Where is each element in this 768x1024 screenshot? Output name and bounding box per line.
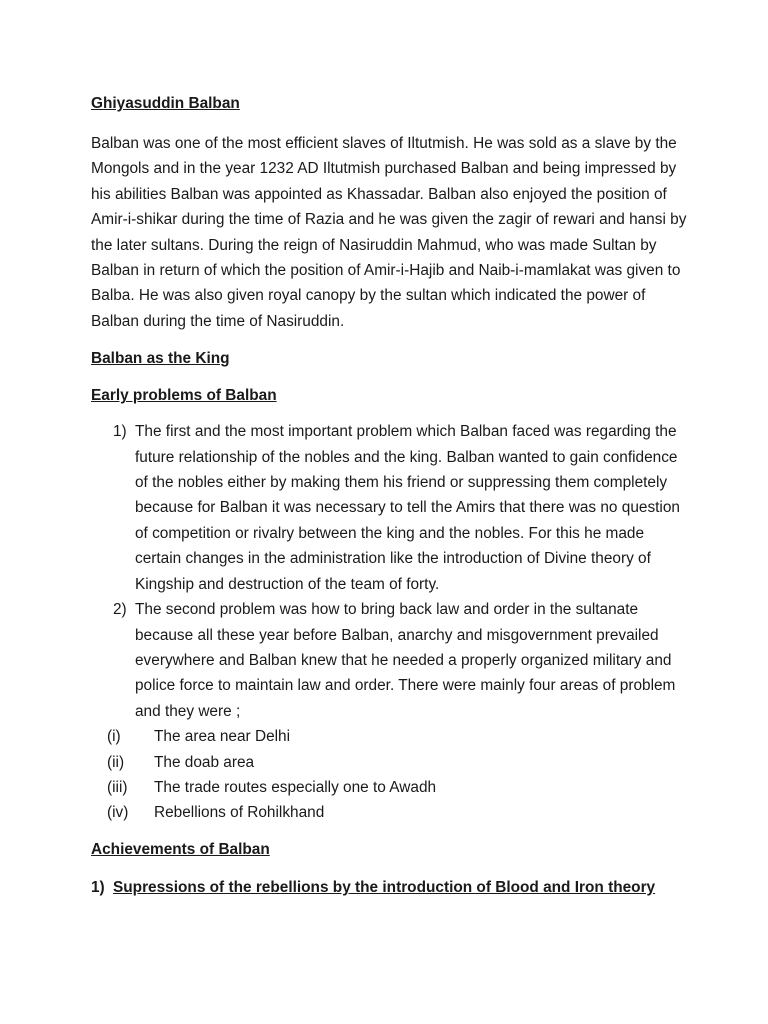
- problem-number: 2): [113, 601, 127, 619]
- achievement-number: 1): [91, 878, 105, 896]
- area-number: (iii): [107, 778, 128, 796]
- document-title: Ghiyasuddin Balban: [91, 95, 240, 112]
- intro-paragraph: Balban was one of the most efficient slaves of Iltutmish. He was sold as a slave by the Mongols and in the year 1232 AD Iltutmish purchased Balban and being impressed by his abilities Balban was appointed as Khassadar. Balban also enjoyed the position of Amir-i-shikar during the time of Razia and he was given the zagir of rewari and hansi by the later sultans. During the reign of Nasiruddin Mahmud, who was made Sultan by Balban in return of which the position of Amir-i-Hajib and Naib-i-mamlakat was given to Balba. He was also given royal canopy by the sultan which indicated the power of Balban during the time of Nasiruddin.: [91, 135, 687, 330]
- section-heading-achievements: Achievements of Balban: [91, 840, 270, 858]
- area-number: (i): [107, 728, 121, 746]
- area-text: The doab area: [154, 753, 255, 771]
- area-item: [91, 724, 691, 749]
- area-item: [91, 775, 691, 800]
- area-text: The trade routes especially one to Awadh: [154, 778, 437, 796]
- problem-text: The first and the most important problem which Balban faced was regarding the future relationship of the nobles and the king. Balban wanted to gain confidence of the nobles either by making them his friend or suppressing them completely because for Balban it was necessary to tell the Amirs that there was no question of competition or rivalry between the king and the nobles. For this he made certain changes in the administration like the introduction of Divine theory of Kingship and destruction of the team of forty.: [135, 423, 680, 593]
- achievement-item: [91, 877, 691, 899]
- area-item: [91, 800, 691, 825]
- area-text: Rebellions of Rohilkhand: [154, 804, 325, 822]
- problem-item: [91, 419, 691, 597]
- section-heading-king: Balban as the King: [91, 350, 230, 368]
- problem-item: [91, 597, 691, 724]
- area-number: (ii): [107, 753, 125, 771]
- area-item: [91, 750, 691, 775]
- problem-text: The second problem was how to bring back law and order in the sultanate because all these year before Balban, anarchy and misgovernment prevailed everywhere and Balban knew that he needed a properly organized military and police force to maintain law and order. There were mainly four areas of problem and they were ;: [135, 601, 676, 720]
- area-text: The area near Delhi: [154, 728, 291, 746]
- achievement-text: Supressions of the rebellions by the introduction of Blood and Iron theory: [113, 878, 656, 896]
- area-number: (iv): [107, 804, 129, 822]
- section-heading-problems: Early problems of Balban: [91, 387, 277, 405]
- document-page: [91, 93, 691, 899]
- problem-number: 1): [113, 423, 127, 441]
